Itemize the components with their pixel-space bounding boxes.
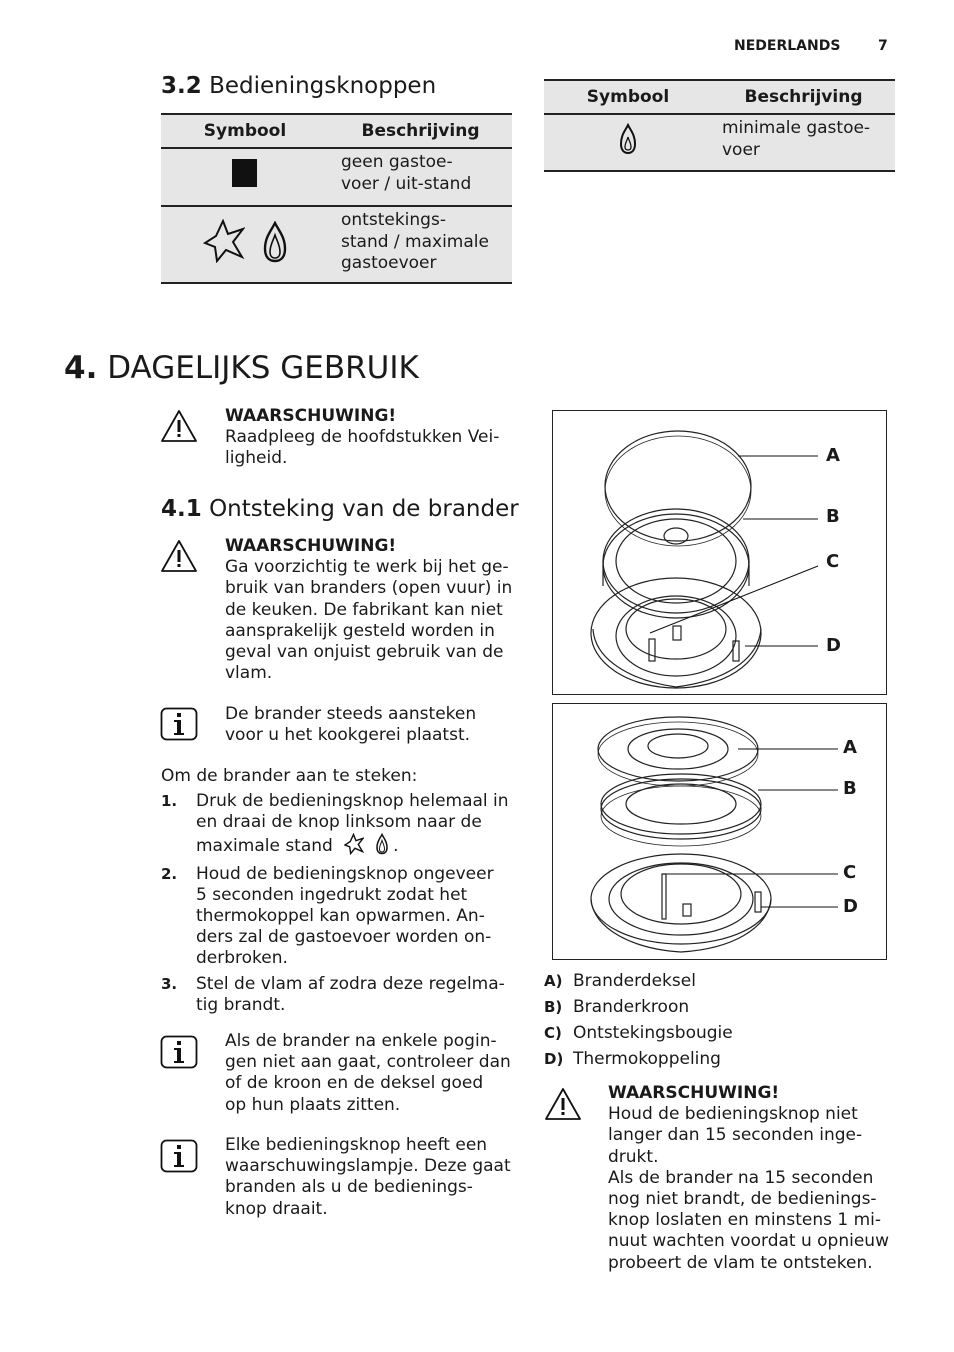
step-text: Houd de bedieningsknop ongeveer 5 seconden ingedrukt zodat het thermokoppel kan opwarmen. An- ders zal de gastoevoer worden on- derbroken.: [196, 863, 494, 969]
callout-lines: [662, 749, 838, 907]
small-flame-icon: [619, 123, 637, 162]
list-item: [544, 994, 884, 1020]
section-title: Ontsteking van de brander: [209, 496, 519, 522]
warning-title: WAARSCHUWING!: [225, 406, 397, 426]
steps-intro: Om de brander aan te steken:: [161, 766, 418, 786]
legend-key: C): [544, 1024, 562, 1042]
description-cell: ontstekings- stand / maximale gastoevoer: [329, 206, 512, 283]
burner-exploded-figure: [552, 410, 887, 695]
list-item: [544, 1046, 884, 1072]
list-item: [161, 864, 521, 970]
spark-icon: [203, 219, 245, 270]
warning-triangle-icon: [160, 409, 198, 447]
spark-icon: [344, 833, 364, 861]
col-header-description: Beschrijving: [712, 80, 895, 114]
legend-text: Thermokoppeling: [573, 1049, 721, 1069]
steps-list: [161, 791, 521, 1016]
step-text-end: .: [393, 836, 399, 857]
chapter-number: 4.: [64, 350, 98, 386]
filled-square-icon: [232, 158, 258, 195]
legend-key: B): [544, 998, 563, 1016]
control-knob-symbol-table-cont: [544, 79, 895, 172]
control-knob-symbol-table: [161, 113, 512, 284]
warning-box: [225, 536, 520, 684]
warning-triangle-icon: [160, 539, 198, 577]
info-text: De brander steeds aansteken voor u het kookgerei plaatst.: [225, 704, 477, 746]
legend-key: D): [544, 1050, 564, 1068]
warning-triangle-icon: [544, 1087, 582, 1125]
figure-label: C: [826, 551, 840, 572]
warning-title: WAARSCHUWING!: [608, 1083, 780, 1103]
list-item: [544, 1020, 884, 1046]
info-text: Elke bedieningsknop heeft een waarschuwingslampje. Deze gaat branden als u de bedienings- knop draait.: [225, 1135, 511, 1219]
figure-label: D: [826, 635, 841, 656]
warning-box: [225, 406, 515, 470]
list-item: [161, 791, 521, 862]
warning-title: WAARSCHUWING!: [225, 536, 397, 556]
legend-text: Branderkroon: [573, 997, 690, 1017]
step-number: 3.: [161, 974, 178, 993]
legend-key: A): [544, 972, 563, 990]
large-flame-icon: [376, 833, 388, 861]
figure-legend: [544, 968, 884, 1072]
figure-label: C: [843, 862, 857, 883]
legend-text: Branderdeksel: [573, 971, 696, 991]
info-icon: [160, 707, 198, 745]
burner-parts-figure: [552, 703, 887, 960]
info-icon: [160, 1139, 198, 1177]
info-icon: [160, 1035, 198, 1073]
col-header-symbol: Symbool: [161, 114, 329, 148]
large-flame-icon: [263, 221, 287, 270]
warning-text: Houd de bedieningsknop niet langer dan 15 seconden inge- drukt. Als de brander na 15 seconden nog niet brandt, de bedienings- knop loslaten en minstens 1 mi- nuut wachten voordat u opnieuw probeert de vlam te ontsteken.: [608, 1104, 889, 1273]
section-number: 3.2: [161, 73, 202, 99]
warning-text: Ga voorzichtig te werk bij het ge- bruik van branders (open vuur) in de keuken. De fabrikant kan niet aansprakelijk gesteld worden in geval van onjuist gebruik van de vlam.: [225, 557, 513, 684]
section-title: Bedieningsknoppen: [209, 73, 437, 99]
description-cell: minimale gastoe- voer: [712, 114, 895, 171]
section-heading-3-2: [161, 72, 436, 100]
description-cell: geen gastoe- voer / uit-stand: [329, 148, 512, 206]
running-header-language: NEDERLANDS: [734, 38, 841, 54]
figure-label: D: [843, 896, 858, 917]
figure-label: A: [826, 445, 840, 466]
warning-box: [608, 1083, 908, 1274]
section-heading-4-1: [161, 495, 519, 523]
chapter-heading: [64, 348, 419, 388]
step-number: 1.: [161, 792, 178, 810]
figure-label: B: [826, 506, 840, 527]
list-item: [544, 968, 884, 994]
step-text: Stel de vlam af zodra deze regelma- tig brandt.: [196, 973, 505, 1015]
symbol-cell: [544, 114, 712, 171]
section-number: 4.1: [161, 496, 202, 522]
warning-text: Raadpleeg de hoofdstukken Vei- ligheid.: [225, 427, 500, 469]
burner-parts-drawing: [553, 704, 888, 961]
symbol-cell: [161, 148, 329, 206]
chapter-title: DAGELIJKS GEBRUIK: [107, 350, 419, 386]
symbol-cell: [161, 206, 329, 283]
figure-label: B: [843, 778, 857, 799]
legend-text: Ontstekingsbougie: [573, 1023, 733, 1043]
col-header-description: Beschrijving: [329, 114, 512, 148]
list-item: [161, 974, 521, 1016]
step-text: Druk de bedieningsknop helemaal in en draai de knop linksom naar de maximale stand: [196, 791, 509, 857]
col-header-symbol: Symbool: [544, 80, 712, 114]
step-number: 2.: [161, 864, 178, 883]
page-number: 7: [878, 38, 888, 54]
figure-label: A: [843, 737, 857, 758]
info-text: Als de brander na enkele pogin- gen niet aan gaat, controleer dan of de kroon en de deksel goed op hun plaats zitten.: [225, 1031, 511, 1115]
